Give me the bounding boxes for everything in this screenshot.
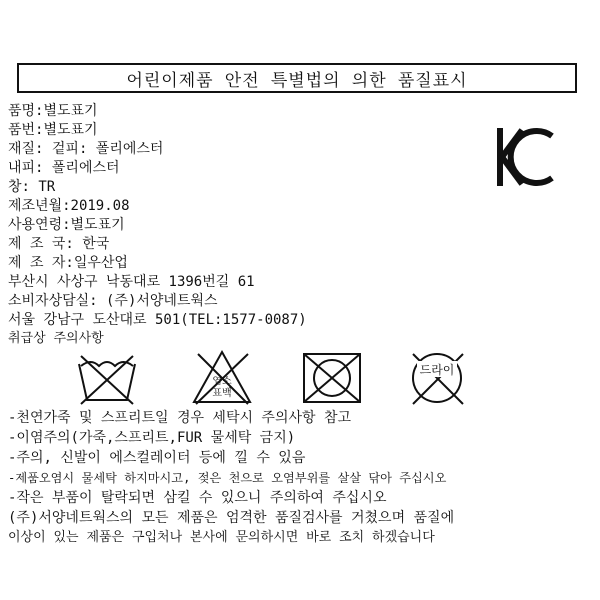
caution-escalator-line: -주의, 신발이 에스컬레이터 등에 낄 수 있음 xyxy=(8,450,306,466)
age-line: 사용연령:별도표기 xyxy=(8,217,125,233)
material-outer-line: 재질: 겉피: 폴리에스터 xyxy=(8,141,164,157)
center-address-line: 서울 강남구 도산대로 501(TEL:1577-0087) xyxy=(8,312,307,328)
material-sole-line: 창: TR xyxy=(8,179,56,195)
caution-leather-line: -천연가죽 및 스프리트일 경우 세탁시 주의사항 참고 xyxy=(8,410,352,426)
svg-text:드라이: 드라이 xyxy=(419,363,455,377)
label-title: 어린이제품 안전 특별법의 의한 품질표시 xyxy=(17,63,577,93)
consumer-center-line: 소비자상담실: (주)서양네트웍스 xyxy=(8,293,218,309)
manufacturer-address-line: 부산시 사상구 낙동대로 1396번길 61 xyxy=(8,274,255,290)
quality-notice-line-2: 이상이 있는 제품은 구입처나 본사에 문의하시면 바로 조치 하겠습니다 xyxy=(8,530,435,545)
care-heading: 취급상 주의사항 xyxy=(8,331,104,346)
no-bleach-icon xyxy=(190,348,254,406)
material-inner-line: 내피: 폴리에스터 xyxy=(8,160,120,176)
manufacturer-line: 제 조 자:일우산업 xyxy=(8,255,128,271)
caution-color-transfer-line: -이염주의(가죽,스프리트,FUR 물세탁 금지) xyxy=(8,430,296,446)
kc-mark-icon xyxy=(488,122,560,192)
no-dry-clean-icon xyxy=(405,348,469,406)
quality-notice-line-1: (주)서양네트웍스의 모든 제품은 엄격한 품질검사를 거쳤으며 품질에 xyxy=(8,510,455,526)
no-wash-icon xyxy=(75,348,139,406)
product-number-line: 품번:별도표기 xyxy=(8,122,98,138)
caution-cleaning-line: -제품오염시 물세탁 하지마시고, 젖은 천으로 오염부위를 살살 닦아 주십시오 xyxy=(8,471,447,485)
svg-text:염소: 염소 xyxy=(212,376,232,387)
country-line: 제 조 국: 한국 xyxy=(8,236,110,252)
manufacture-date-line: 제조년월:2019.08 xyxy=(8,198,130,214)
no-tumble-dry-icon xyxy=(300,348,364,406)
product-name-line: 품명:별도표기 xyxy=(8,103,98,119)
caution-small-parts-line: -작은 부품이 탈락되면 삼킬 수 있으니 주의하여 주십시오 xyxy=(8,490,387,506)
svg-text:표백: 표백 xyxy=(212,388,232,399)
